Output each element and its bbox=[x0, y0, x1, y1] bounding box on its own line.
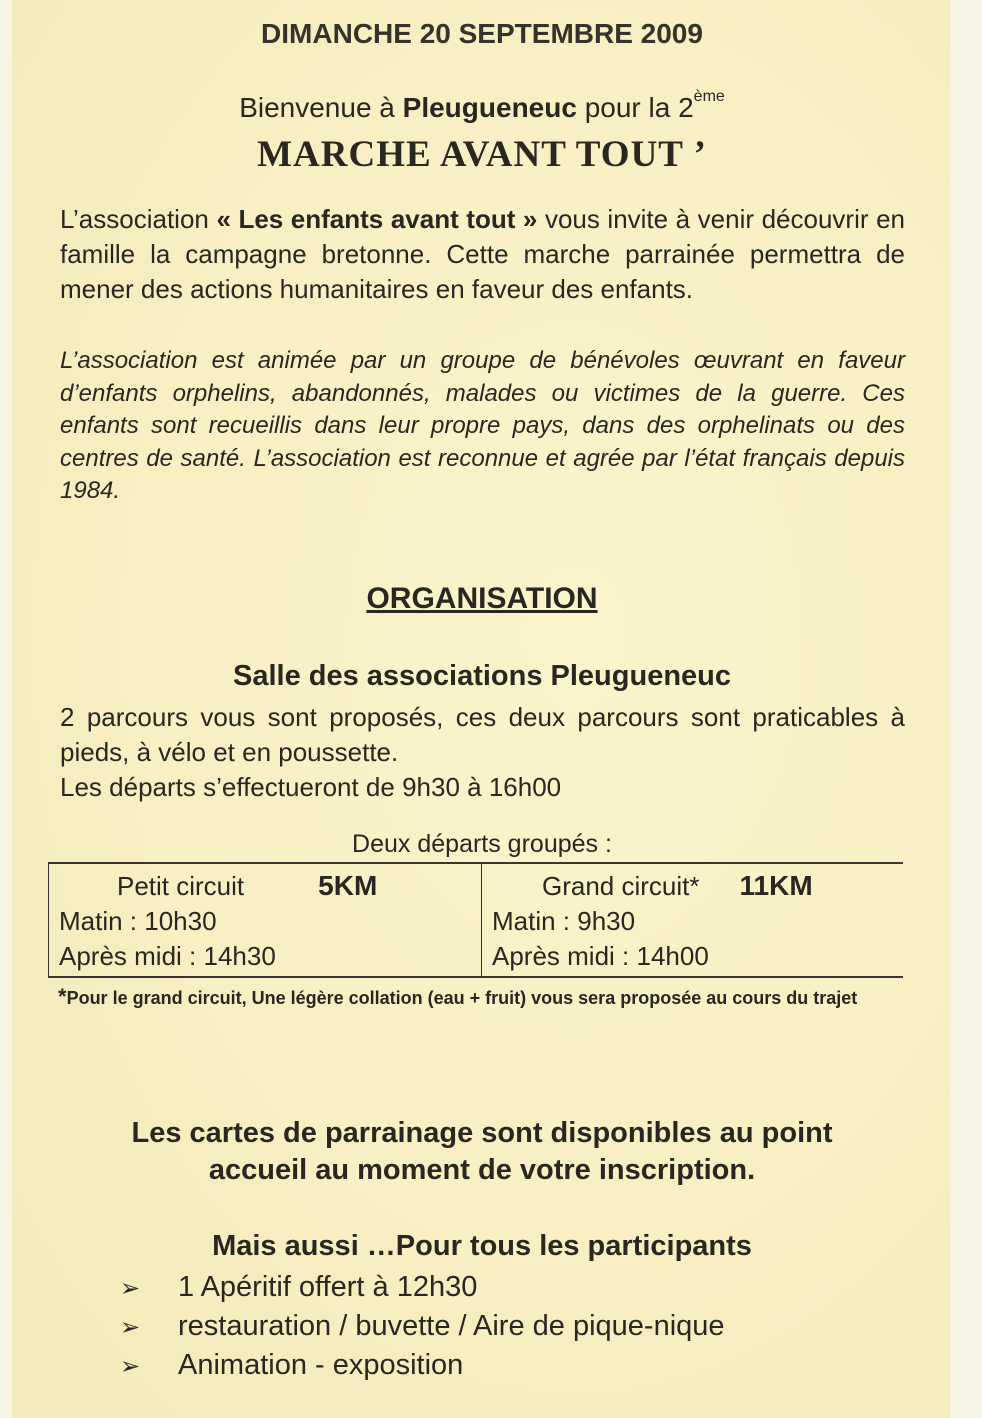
list-item-text: restauration / buvette / Aire de pique-nique bbox=[178, 1310, 725, 1342]
circuit-name: Petit circuit bbox=[117, 871, 245, 901]
circuit-name: Grand circuit* bbox=[542, 871, 700, 901]
list-item bbox=[120, 1307, 725, 1346]
intro-paragraph bbox=[60, 202, 905, 307]
footnote-text: Pour le grand circuit, Une légère collation (eau + fruit) vous sera proposée au cours du trajet bbox=[66, 988, 858, 1008]
arrow-bullet-icon: ➢ bbox=[120, 1314, 141, 1341]
welcome-sup: ème bbox=[693, 88, 725, 105]
list-item-text: Animation - exposition bbox=[178, 1349, 464, 1381]
association-name: « Les enfants avant tout » bbox=[216, 204, 538, 234]
circuits-table bbox=[48, 862, 903, 978]
welcome-place: Pleugueneuc bbox=[402, 92, 577, 123]
circuit-distance: 11KM bbox=[739, 870, 813, 901]
circuit-cell-grand bbox=[482, 863, 904, 977]
circuit-header bbox=[492, 868, 893, 904]
arrow-bullet-icon: ➢ bbox=[120, 1353, 141, 1380]
list-item-text: 1 Apéritif offert à 12h30 bbox=[178, 1271, 478, 1303]
list-item bbox=[120, 1346, 725, 1385]
organisation-heading: ORGANISATION bbox=[366, 582, 598, 615]
arrow-bullet-icon: ➢ bbox=[120, 1275, 141, 1302]
footnote-star: * bbox=[58, 984, 67, 1009]
venue-title: Salle des associations Pleugueneuc bbox=[232, 660, 732, 692]
circuit-morning: Matin : 9h30 bbox=[492, 906, 636, 936]
extras-heading: Mais aussi …Pour tous les participants bbox=[212, 1230, 752, 1262]
circuit-afternoon: Après midi : 14h00 bbox=[492, 941, 709, 971]
welcome-pre: Bienvenue à bbox=[239, 92, 403, 123]
intro-pre: L’association bbox=[60, 204, 217, 234]
circuit-cell-petit bbox=[49, 863, 482, 977]
circuit-distance: 5KM bbox=[318, 870, 378, 901]
parcours-line2: Les départs s’effectueront de 9h30 à 16h00 bbox=[60, 772, 562, 802]
sponsorship-line1: Les cartes de parrainage sont disponibles au point bbox=[131, 1117, 833, 1149]
sponsorship-line2: accueil au moment de votre inscription. bbox=[208, 1154, 756, 1186]
groups-label: Deux départs groupés : bbox=[352, 830, 612, 858]
extras-list bbox=[120, 1268, 725, 1385]
page-title: MARCHE AVANT TOUT ’ bbox=[257, 134, 707, 175]
intro-post: vous invite à venir découvrir en famille la campagne bretonne. Cette marche parrainée permettra de mener des actions humanitaires en faveur des enfants. bbox=[60, 204, 905, 304]
parcours-text bbox=[60, 700, 905, 805]
parcours-line1: 2 parcours vous sont proposés, ces deux parcours sont praticables à pieds, à vélo et en poussette. bbox=[60, 702, 905, 767]
intro-italic-paragraph: L’association est animée par un groupe de bénévoles œuvrant en faveur d’enfants orphelins, abandonnés, malades ou victimes de la guerre. Ces enfants sont recueillis dans leur propre pays, dans des orphelinats ou des centres de santé. L’association est reconnue et agrée par l’état français depuis 1984. bbox=[60, 347, 905, 504]
table-row bbox=[49, 863, 904, 977]
circuit-header bbox=[59, 868, 471, 904]
circuit-morning: Matin : 10h30 bbox=[59, 906, 217, 936]
sponsorship-notice bbox=[0, 1115, 964, 1189]
list-item bbox=[120, 1268, 725, 1307]
footnote bbox=[58, 983, 908, 1012]
welcome-line bbox=[0, 88, 964, 124]
event-date: DIMANCHE 20 SEPTEMBRE 2009 bbox=[261, 18, 703, 49]
circuit-afternoon: Après midi : 14h30 bbox=[59, 941, 276, 971]
welcome-post: pour la 2 bbox=[576, 92, 694, 123]
